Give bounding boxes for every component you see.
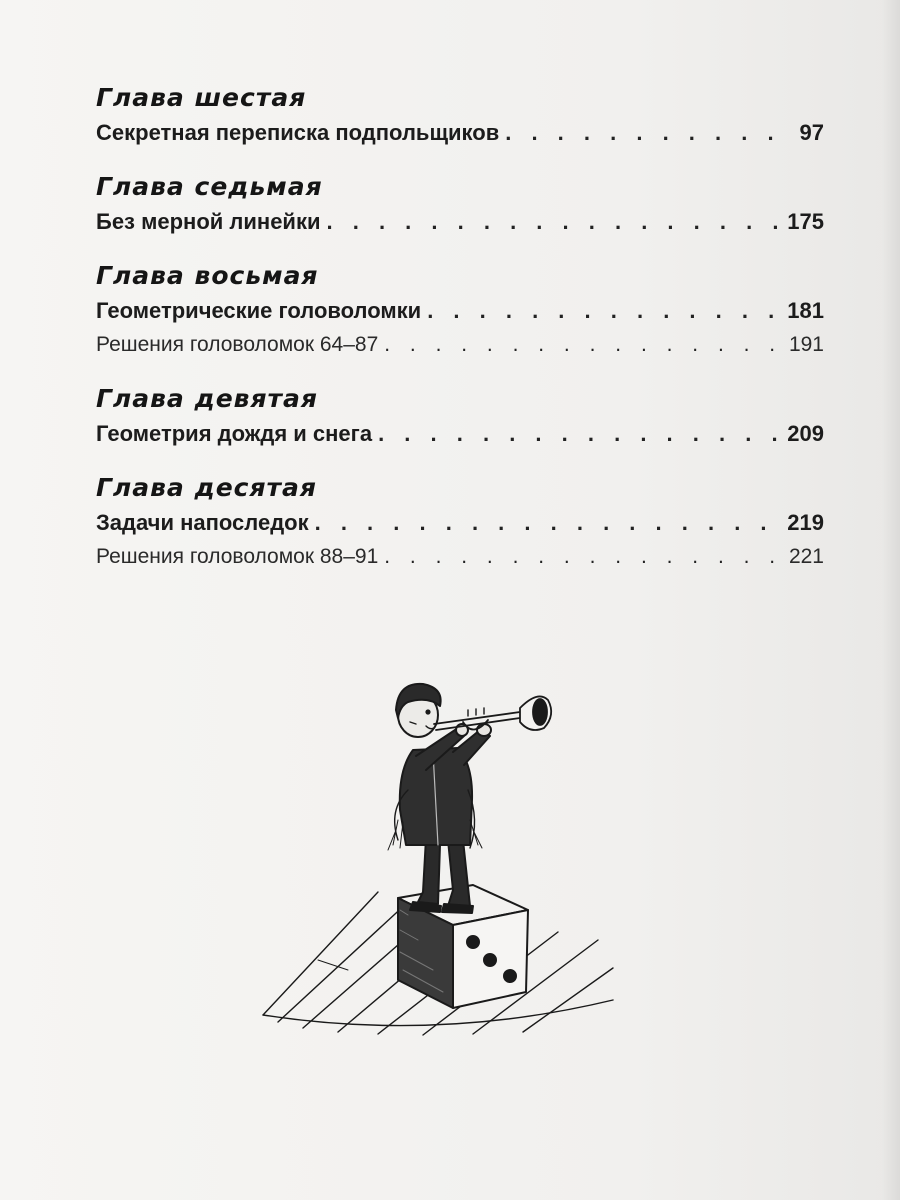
chapter-9 <box>96 381 824 451</box>
entry-page-number: 219 <box>787 510 824 535</box>
table-of-contents <box>96 80 824 593</box>
entry-title: Секретная переписка подпольщиков <box>96 120 500 145</box>
chapter-label: Глава десятая <box>96 473 317 502</box>
chapter-label: Глава девятая <box>96 384 318 413</box>
entry-title: Геометрические головоломки <box>96 298 422 323</box>
entry-page-number: 181 <box>787 298 824 323</box>
dot-leader <box>315 506 782 540</box>
dot-leader <box>427 294 781 328</box>
dot-leader <box>378 417 781 451</box>
entry-title: Без мерной линейки <box>96 209 321 234</box>
chapter-10 <box>96 470 824 574</box>
toc-entry <box>96 205 824 239</box>
toc-subentry <box>96 328 824 362</box>
entry-page-number: 191 <box>788 333 824 356</box>
entry-title: Решения головоломок 64–87 <box>96 333 379 356</box>
page-edge-shadow <box>882 0 900 1200</box>
toc-entry <box>96 417 824 451</box>
boy-body-icon <box>388 748 482 850</box>
trumpet-icon <box>434 696 551 730</box>
dot-leader <box>384 540 783 574</box>
entry-title: Решения головоломок 88–91 <box>96 545 379 568</box>
toc-subentry <box>96 540 824 574</box>
chapter-6 <box>96 80 824 150</box>
entry-title: Задачи напоследок <box>96 510 309 535</box>
entry-page-number: 97 <box>799 120 824 145</box>
toc-entry <box>96 294 824 328</box>
dot-leader <box>327 205 782 239</box>
toc-entry <box>96 116 824 150</box>
boy-head-icon <box>396 684 441 737</box>
entry-page-number: 175 <box>787 209 824 234</box>
chapter-label: Глава восьмая <box>96 261 319 290</box>
trumpeter-on-dice-icon <box>258 670 618 1040</box>
dot-leader <box>384 328 783 362</box>
entry-title: Геометрия дождя и снега <box>96 421 373 446</box>
chapter-label: Глава седьмая <box>96 172 323 201</box>
toc-entry <box>96 506 824 540</box>
chapter-label: Глава шестая <box>96 83 307 112</box>
chapter-8 <box>96 258 824 362</box>
dot-leader <box>505 116 793 150</box>
entry-page-number: 221 <box>788 545 824 568</box>
chapter-7 <box>96 169 824 239</box>
entry-page-number: 209 <box>787 421 824 446</box>
